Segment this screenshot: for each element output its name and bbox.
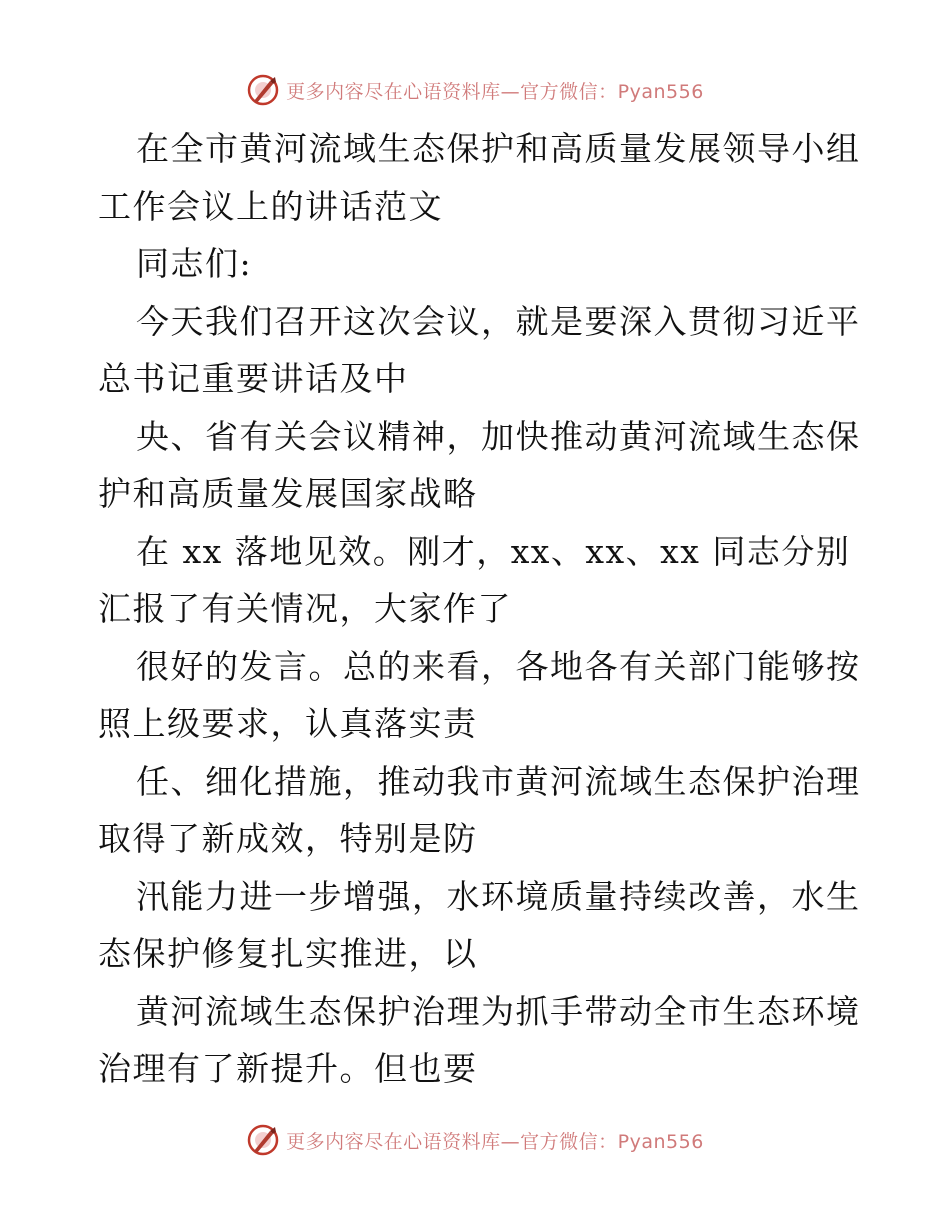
text-line: 总书记重要讲话及中 bbox=[98, 359, 409, 398]
text-line: 很好的发言。总的来看，各地各有关部门能够按 bbox=[136, 646, 861, 686]
text-line: 汇报了有关情况，大家作了 bbox=[98, 589, 512, 628]
text-line: 治理有了新提升。但也要 bbox=[98, 1049, 478, 1088]
document-body bbox=[98, 120, 861, 1098]
text-line: 在 xx 落地见效。刚才，xx、xx、xx 同志分别 bbox=[136, 531, 851, 571]
header-watermark-text: 更多内容尽在心语资料库—官方微信：Pyan556 bbox=[286, 80, 704, 103]
text-line: 央、省有关会议精神，加快推动黄河流域生态保 bbox=[136, 416, 861, 456]
text-line: 任、细化措施，推动我市黄河流域生态保护治理 bbox=[136, 761, 861, 801]
text-line: 取得了新成效，特别是防 bbox=[98, 819, 478, 858]
header-watermark bbox=[0, 70, 950, 110]
text-line: 今天我们召开这次会议，就是要深入贯彻习近平 bbox=[136, 301, 861, 341]
text-line: 护和高质量发展国家战略 bbox=[98, 474, 478, 513]
footer-watermark-text: 更多内容尽在心语资料库—官方微信：Pyan556 bbox=[286, 1130, 704, 1153]
pen-circle-logo-icon bbox=[246, 73, 280, 107]
text-line: 态保护修复扎实推进，以 bbox=[98, 934, 478, 973]
text-line: 汛能力进一步增强，水环境质量持续改善，水生 bbox=[136, 876, 861, 916]
text-line: 照上级要求，认真落实责 bbox=[98, 704, 478, 743]
footer-watermark bbox=[0, 1120, 950, 1160]
text-line: 同志们: bbox=[136, 244, 253, 283]
text-line: 工作会议上的讲话范文 bbox=[98, 186, 443, 226]
pen-circle-logo-icon bbox=[246, 1123, 280, 1157]
text-line: 黄河流域生态保护治理为抓手带动全市生态环境 bbox=[136, 991, 861, 1031]
text-line: 在全市黄河流域生态保护和高质量发展领导小组 bbox=[136, 129, 861, 168]
